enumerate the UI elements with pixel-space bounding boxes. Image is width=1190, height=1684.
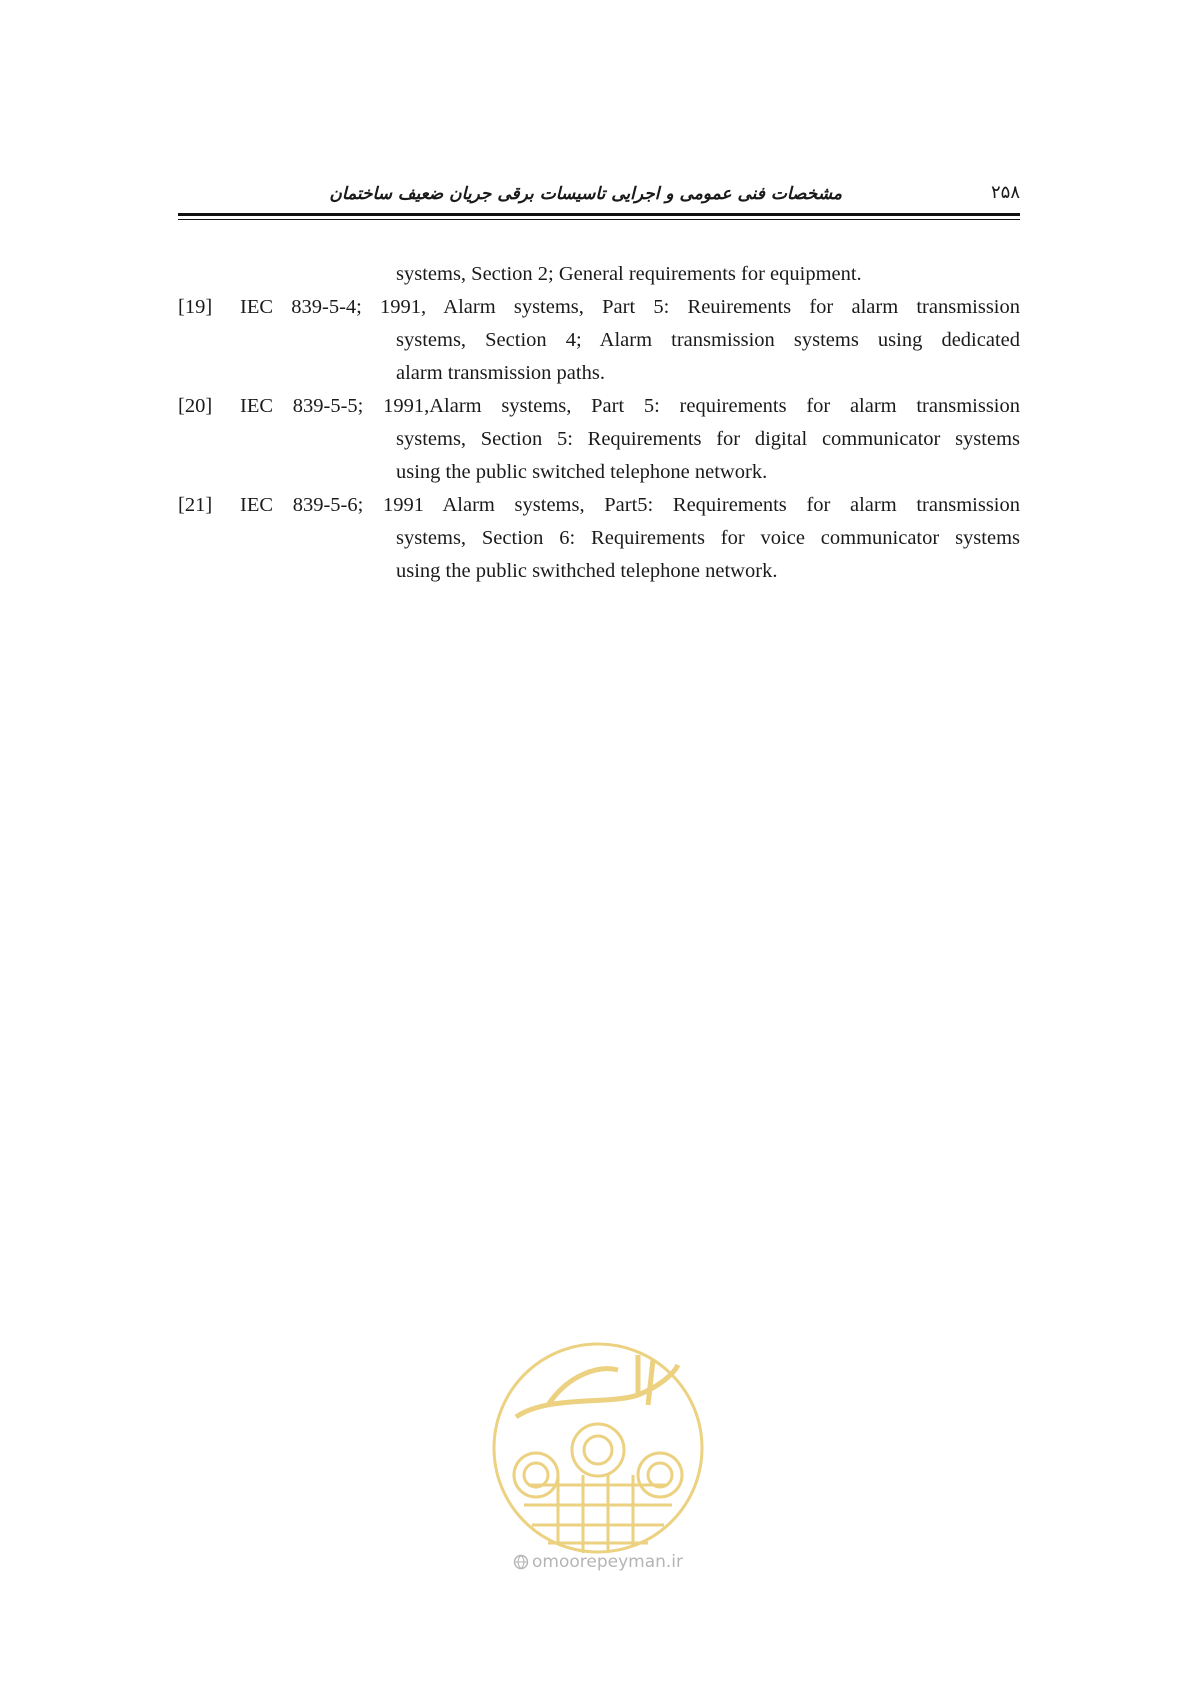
watermark-caption xyxy=(498,1552,698,1572)
reference-line: systems, Section 2; General requirements for equipment. xyxy=(396,263,862,285)
reference-line-first xyxy=(178,390,1020,423)
reference-line: IEC 839-5-4; 1991, Alarm systems, Part 5: Reuirements for alarm transmission xyxy=(240,296,1020,318)
reference-line-first xyxy=(178,291,1020,324)
header-rule-thin xyxy=(178,219,1020,220)
reference-item xyxy=(178,390,1020,489)
watermark-logo xyxy=(488,1335,708,1561)
reference-number: [20] xyxy=(178,395,213,417)
page-number: ۲۵۸ xyxy=(990,182,1020,203)
reference-list xyxy=(178,258,1020,588)
reference-line: using the public swithched telephone network. xyxy=(396,560,778,582)
reference-line: systems, Section 4; Alarm transmission systems using dedicated xyxy=(396,329,1020,351)
reference-line: alarm transmission paths. xyxy=(396,362,605,384)
reference-number: [21] xyxy=(178,494,213,516)
reference-line: using the public switched telephone network. xyxy=(396,461,768,483)
reference-line: IEC 839-5-5; 1991,Alarm systems, Part 5: requirements for alarm transmission xyxy=(240,395,1020,417)
page-header xyxy=(178,176,1020,212)
reference-line-first xyxy=(178,489,1020,522)
header-rule-thick xyxy=(178,213,1020,216)
reference-number: [19] xyxy=(178,296,213,318)
reference-line: systems, Section 5: Requirements for digital communicator systems xyxy=(396,428,1020,450)
globe-icon xyxy=(513,1554,529,1570)
reference-line: IEC 839-5-6; 1991 Alarm systems, Part5: Requirements for alarm transmission xyxy=(240,494,1020,516)
reference-line: systems, Section 6: Requirements for voice communicator systems xyxy=(396,527,1020,549)
reference-item xyxy=(178,489,1020,588)
watermark-url: omoorepeyman.ir xyxy=(531,1552,684,1572)
reference-item xyxy=(178,291,1020,390)
header-title: مشخصات فنی عمومی و اجرایی تاسیسات برقی جریان ضعیف ساختمان xyxy=(329,184,842,204)
reference-item xyxy=(178,258,1020,291)
